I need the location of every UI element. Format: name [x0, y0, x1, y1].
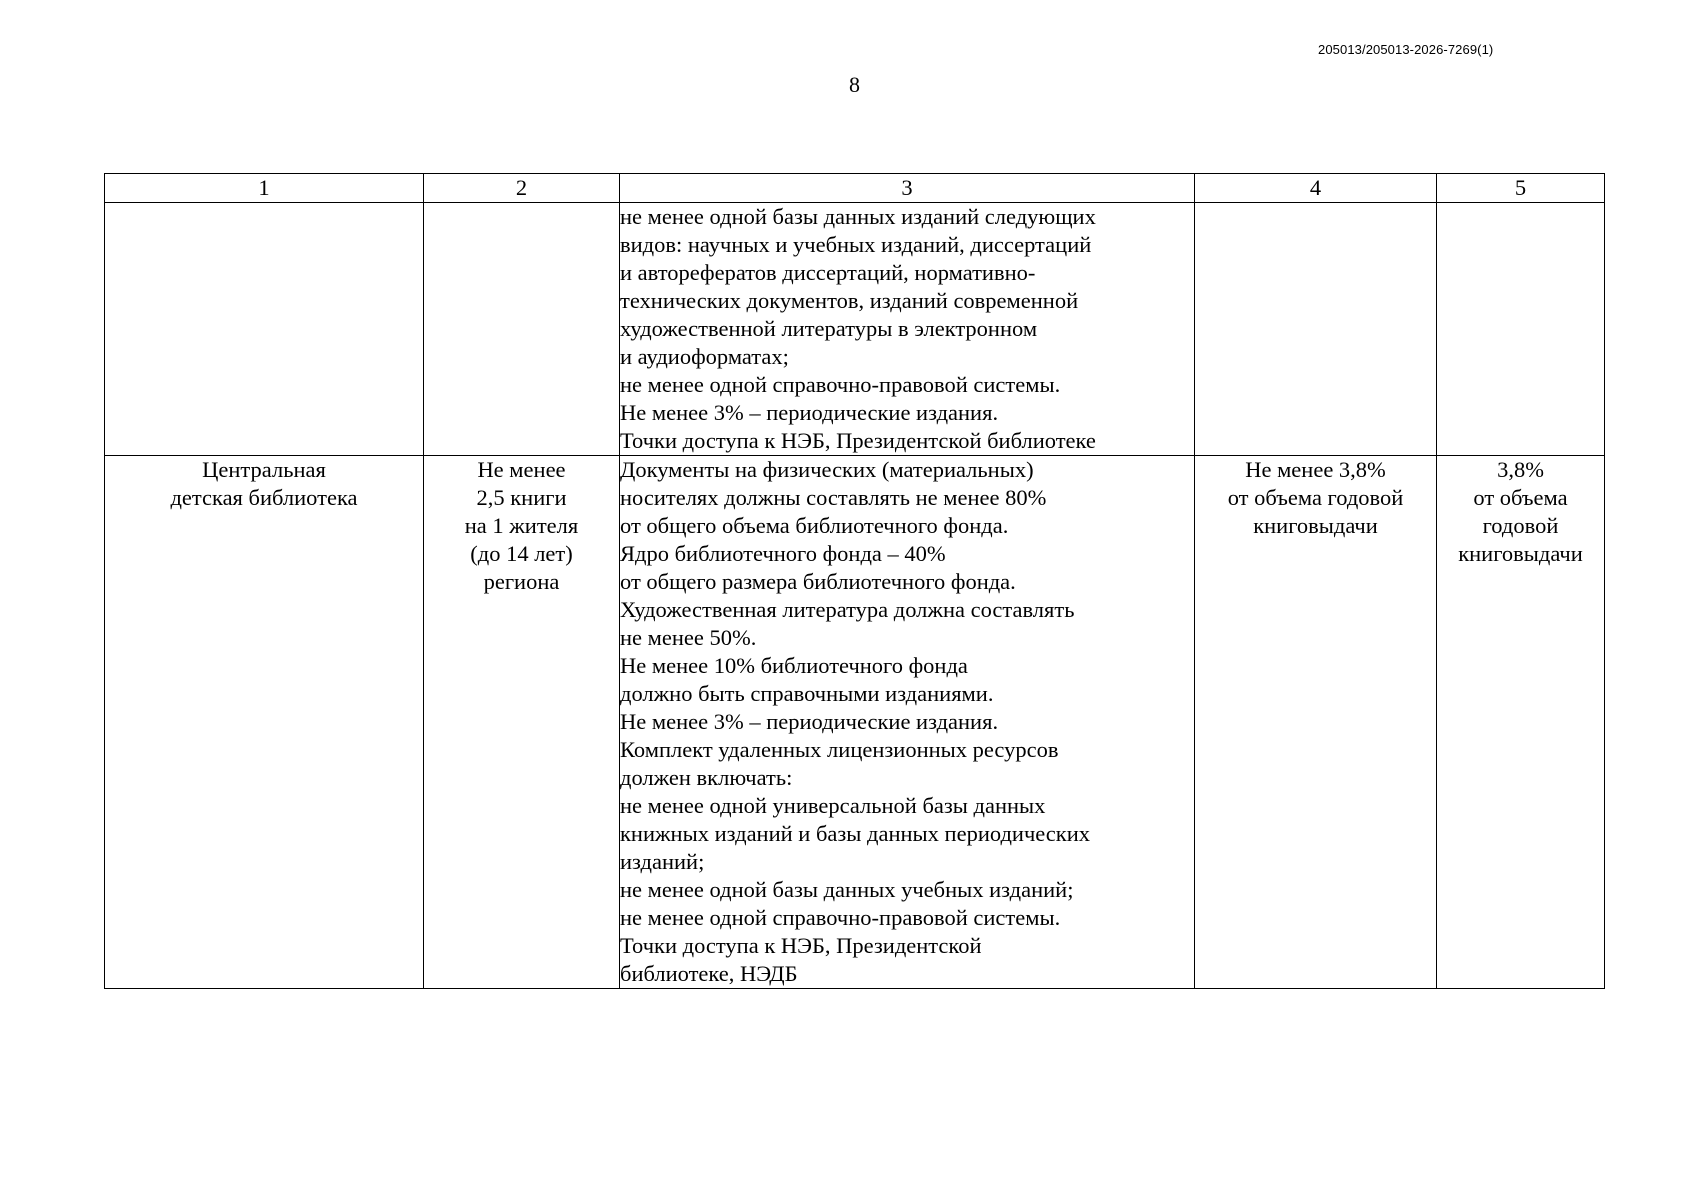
- document-code: 205013/205013-2026-7269(1): [1318, 42, 1494, 57]
- cell-text-line: детская библиотека: [170, 485, 358, 510]
- page-number: 8: [849, 72, 860, 97]
- cell-text-line: не менее одной справочно-правовой системы.: [620, 905, 1061, 930]
- cell-text-line: Документы на физических (материальных): [620, 457, 1034, 482]
- cell-text-line: не менее одной справочно-правовой системы.: [620, 372, 1061, 397]
- cell-institution: [105, 203, 424, 456]
- cell-text-line: (до 14 лет): [470, 541, 573, 566]
- standards-table: [104, 173, 1605, 989]
- column-header: 2: [424, 174, 620, 203]
- column-header: 5: [1437, 174, 1605, 203]
- cell-text-line: Художественная литература должна составлять: [620, 597, 1075, 622]
- cell-text-line: Ядро библиотечного фонда – 40%: [620, 541, 946, 566]
- cell-text-line: не менее 50%.: [620, 625, 757, 650]
- cell-text-line: не менее одной базы данных учебных изданий;: [620, 877, 1074, 902]
- cell-fund-structure: [620, 456, 1195, 989]
- cell-text-line: от общего размера библиотечного фонда.: [620, 569, 1016, 594]
- cell-text-line: от объема: [1473, 485, 1568, 510]
- table-header-row: [105, 174, 1605, 203]
- cell-text-line: книговыдачи: [1253, 513, 1378, 538]
- cell-text-line: от объема годовой: [1227, 485, 1404, 510]
- cell-text-line: библиотеке, НЭДБ: [620, 961, 798, 986]
- cell-text-line: Не менее 10% библиотечного фонда: [620, 653, 968, 678]
- cell-text-line: технических документов, изданий современной: [620, 288, 1079, 313]
- cell-text-line: Точки доступа к НЭБ, Президентской: [620, 933, 982, 958]
- cell-text-line: художественной литературы в электронном: [620, 316, 1038, 341]
- cell-text-line: на 1 жителя: [464, 513, 579, 538]
- cell-annual-acquisition: [1195, 203, 1437, 456]
- cell-text-line: от общего объема библиотечного фонда.: [620, 513, 1009, 538]
- cell-fund-structure: [620, 203, 1195, 456]
- table-row: [105, 203, 1605, 456]
- cell-text-line: должно быть справочными изданиями.: [620, 681, 994, 706]
- cell-fund-norm: [424, 203, 620, 456]
- cell-text-line: Центральная: [202, 457, 326, 482]
- cell-annual-acquisition: [1195, 456, 1437, 989]
- cell-text-line: Не менее 3% – периодические издания.: [620, 709, 999, 734]
- cell-text-line: 3,8%: [1497, 457, 1544, 482]
- cell-text-line: Не менее 3,8%: [1245, 457, 1386, 482]
- cell-write-off: [1437, 203, 1605, 456]
- cell-text-line: и аудиоформатах;: [620, 344, 789, 369]
- cell-text-line: Не менее 3% – периодические издания.: [620, 400, 999, 425]
- cell-write-off: [1437, 456, 1605, 989]
- cell-text-line: не менее одной базы данных изданий следующих: [620, 204, 1096, 229]
- cell-fund-norm: [424, 456, 620, 989]
- column-header: 1: [105, 174, 424, 203]
- table-row: [105, 456, 1605, 989]
- column-header: 4: [1195, 174, 1437, 203]
- cell-text-line: и авторефератов диссертаций, нормативно-: [620, 260, 1036, 285]
- cell-text-line: годовой: [1482, 513, 1559, 538]
- cell-text-line: 2,5 книги: [476, 485, 567, 510]
- cell-text-line: Комплект удаленных лицензионных ресурсов: [620, 737, 1059, 762]
- column-header: 3: [620, 174, 1195, 203]
- cell-text-line: Не менее: [477, 457, 566, 482]
- cell-text-line: изданий;: [620, 849, 705, 874]
- cell-text-line: книжных изданий и базы данных периодических: [620, 821, 1091, 846]
- cell-institution: [105, 456, 424, 989]
- cell-text-line: носителях должны составлять не менее 80%: [620, 485, 1047, 510]
- cell-text-line: книговыдачи: [1458, 541, 1583, 566]
- cell-text-line: региона: [483, 569, 560, 594]
- cell-text-line: видов: научных и учебных изданий, диссертаций: [620, 232, 1092, 257]
- cell-text-line: не менее одной универсальной базы данных: [620, 793, 1046, 818]
- cell-text-line: Точки доступа к НЭБ, Президентской библиотеке: [620, 428, 1096, 453]
- cell-text-line: должен включать:: [620, 765, 793, 790]
